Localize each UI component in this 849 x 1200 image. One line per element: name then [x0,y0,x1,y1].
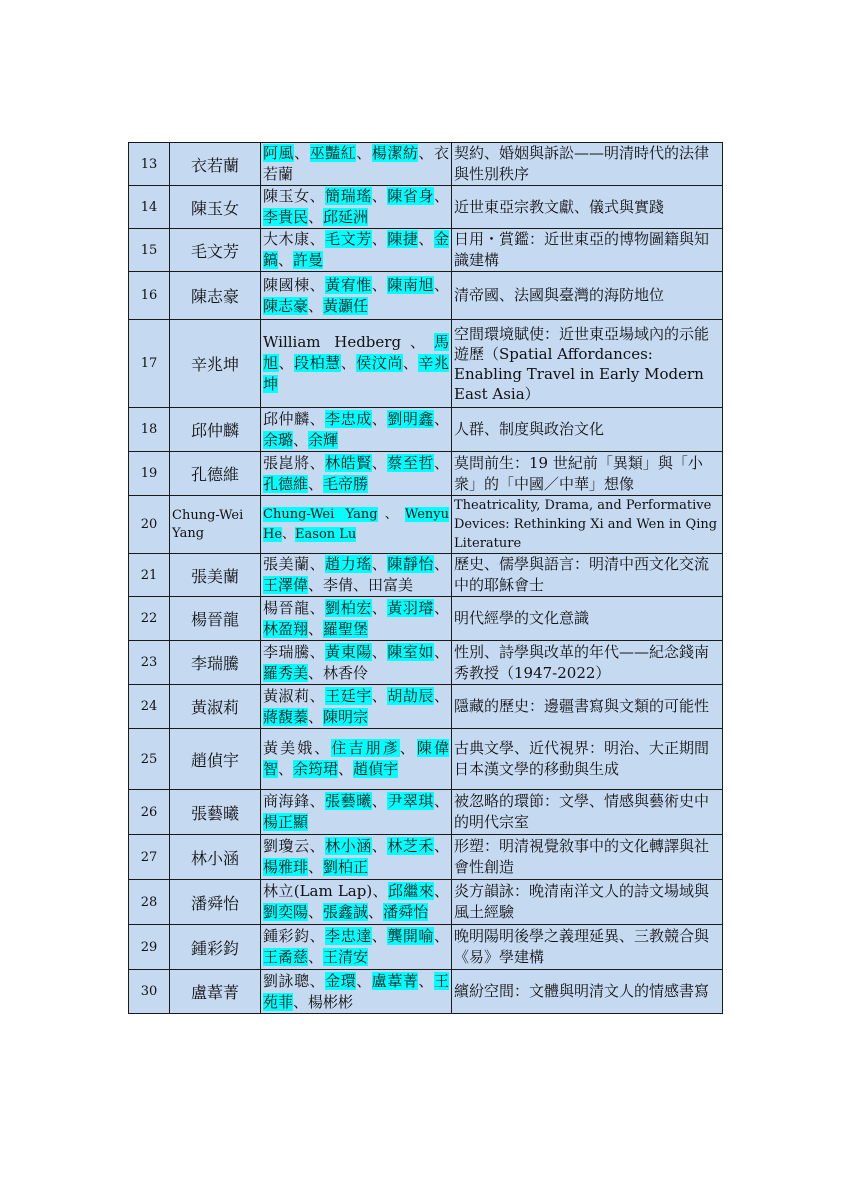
table-row [129,685,723,729]
panel-members [261,597,452,641]
member-name-highlighted: 金環 [325,971,357,990]
member-text: 、 [433,275,449,294]
panel-members [261,641,452,685]
panel-topic: 炎方韻詠：晚清南洋文人的詩文場域與風土經驗 [452,880,723,925]
table-row [129,970,723,1014]
member-text: 楊晉龍、 [263,598,326,617]
table-row [129,880,723,925]
panel-number: 13 [129,143,170,186]
member-name-highlighted: 金鎬 [263,230,449,269]
member-text: 、 [371,642,388,661]
member-text: 、楊彬彬 [293,992,354,1011]
panel-organizer: Chung-Wei Yang [170,496,261,554]
table-row [129,143,723,186]
member-name-highlighted: 陳室如 [387,642,434,661]
panel-topic: 清帝國、法國與臺灣的海防地位 [452,272,723,320]
panel-number: 21 [129,554,170,597]
member-text: 、 [433,882,449,900]
panel-number: 28 [129,880,170,925]
table-row [129,272,723,320]
member-text: 、李倩、田富美 [308,576,414,594]
member-text: 商海鋒、 [263,792,326,810]
member-name-highlighted: 馬旭 [263,333,449,372]
table-row [129,925,723,970]
member-text: 、 [433,409,449,428]
panel-topic: 晚明陽明後學之義理延異、三教競合與《易》學建構 [452,925,723,970]
member-name-highlighted: 邱延洲 [323,208,369,226]
member-name-highlighted: Wenyu He [263,506,449,542]
member-name-highlighted: Eason Lu [295,526,357,542]
member-name-highlighted: 段柏慧 [294,354,341,372]
panel-topic: 近世東亞宗教文獻、儀式與實踐 [452,186,723,229]
panel-organizer: 陳玉女 [170,186,261,229]
panel-number: 17 [129,320,170,408]
member-text: 、 [294,144,310,162]
panel-topic: 繽紛空間：文體與明清文人的情感書寫 [452,970,723,1014]
member-text: 、 [308,296,324,315]
member-text: 、林香伶 [308,663,369,682]
member-name-highlighted: 劉明鑫 [387,409,434,428]
member-text: 陳國棟、 [263,275,326,294]
panel-members [261,970,452,1014]
member-text: 、 [338,760,354,778]
member-name-highlighted: 侯汶尚 [356,354,403,372]
member-name-highlighted: 簡瑞瑤 [325,187,372,205]
member-text: 、 [433,598,449,617]
table-row [129,641,723,685]
panel-topic: 人群、制度與政治文化 [452,408,723,452]
member-text: 、 [371,275,388,294]
panel-number: 27 [129,835,170,880]
member-name-highlighted: 李忠成 [325,409,372,428]
member-name-highlighted: 林芝禾 [387,837,434,855]
member-name-highlighted: 林小涵 [325,837,372,855]
panel-members [261,554,452,597]
panel-topic: 莫問前生：19 世紀前「異類」與「小衆」的「中國／中華」想像 [452,452,723,496]
member-name-highlighted: 黃灝任 [323,296,369,315]
member-name-highlighted: 陳志豪 [263,296,309,315]
panel-table-body [129,143,723,1014]
panel-topic: 空間環境賦使：近世東亞場域內的示能遊歷（Spatial Affordances: Enabling Travel in Early Modern East Asia） [452,320,723,408]
member-text: 、 [308,707,324,726]
member-name-highlighted: 邱繼來 [387,882,434,900]
member-name-highlighted: 楊潔紡 [371,144,419,162]
member-name-highlighted: 許曼 [293,251,324,269]
member-name-highlighted: 尹翠琪 [387,792,434,810]
member-text: 、 [278,760,294,778]
table-row [129,408,723,452]
member-text: 、 [418,971,434,990]
member-text: 、衣若蘭 [263,144,449,183]
panel-members [261,186,452,229]
member-name-highlighted: 余筠珺 [293,760,339,778]
panel-number: 20 [129,496,170,554]
panel-organizer: 楊晉龍 [170,597,261,641]
member-text: 鍾彩鈞、 [263,927,326,945]
member-text: 、 [308,858,324,876]
panel-members [261,143,452,186]
member-text: 、 [371,409,388,428]
member-text: 、 [282,526,296,542]
member-name-highlighted: 余璐 [263,430,294,449]
panel-members [261,685,452,729]
panel-organizer: 張藝曦 [170,790,261,835]
member-text: 、 [371,686,388,705]
member-text: 、 [433,927,449,945]
member-name-highlighted: 孔德維 [263,474,309,493]
member-text: 、 [371,927,388,945]
panel-topic: 古典文學、近代視界：明治、大正期間日本漢文學的移動與生成 [452,729,723,790]
table-row [129,186,723,229]
member-name-highlighted: 盧葦菁 [371,971,419,990]
member-name-highlighted: Chung-Wei Yang [263,506,378,522]
member-text: 、 [433,837,449,855]
table-row [129,790,723,835]
member-name-highlighted: 張藝曦 [325,792,372,810]
member-name-highlighted: 張鑫誠 [323,903,369,921]
panel-number: 30 [129,970,170,1014]
member-name-highlighted: 李貴民 [263,208,309,226]
member-text: 、 [371,837,388,855]
member-text: 、 [377,506,405,522]
panel-topic: 明代經學的文化意識 [452,597,723,641]
member-text: 張崑將、 [263,453,326,472]
member-text: 、 [308,948,324,966]
member-name-highlighted: 陳偉智 [263,739,449,778]
member-text: 、 [371,230,388,248]
table-row [129,729,723,790]
panel-members [261,925,452,970]
panel-number: 25 [129,729,170,790]
member-text: 、 [308,903,324,921]
table-row [129,229,723,272]
panel-organizer: 李瑞騰 [170,641,261,685]
member-name-highlighted: 林盈翔 [263,619,309,638]
member-text: 劉瓊云、 [263,837,326,855]
panel-topic: 被忽略的環節：文學、情感與藝術史中的明代宗室 [452,790,723,835]
panel-organizer: 陳志豪 [170,272,261,320]
member-text: 、 [433,792,449,810]
panel-number: 18 [129,408,170,452]
table-row [129,597,723,641]
panel-number: 26 [129,790,170,835]
member-text: 、 [418,230,434,248]
member-text: 黃淑莉、 [263,686,326,705]
panel-members [261,835,452,880]
table-row [129,835,723,880]
panel-number: 14 [129,186,170,229]
member-text: 、 [371,555,388,573]
member-text: 、 [371,792,388,810]
member-name-highlighted: 趙力瑤 [325,555,372,573]
panel-organizer: 辛兆坤 [170,320,261,408]
panel-organizer: 潘舜怡 [170,880,261,925]
member-name-highlighted: 潘舜怡 [383,903,429,921]
panel-members [261,229,452,272]
panel-members [261,272,452,320]
member-text: 林立(Lam Lap)、 [263,882,388,900]
member-name-highlighted: 黃羽璿 [387,598,434,617]
member-text: 、 [356,144,372,162]
member-name-highlighted: 黃宥惟 [325,275,372,294]
panel-number: 22 [129,597,170,641]
member-text: William Hedberg、 [263,333,434,351]
panel-topic: 性別、詩學與改革的年代——紀念錢南秀教授（1947-2022） [452,641,723,685]
panel-members [261,408,452,452]
table-row [129,320,723,408]
panel-organizer: 黃淑莉 [170,685,261,729]
panel-topic: Theatricality, Drama, and Performative Devices: Rethinking Xi and Wen in Qing Literature [452,496,723,554]
member-text: 、 [371,598,388,617]
panel-organizer: 鍾彩鈞 [170,925,261,970]
member-text: 邱仲麟、 [263,409,326,428]
member-text: 、 [433,686,449,705]
panel-topic: 歷史、儒學與語言：明清中西文化交流中的耶穌會士 [452,554,723,597]
panel-members [261,452,452,496]
member-name-highlighted: 王矞慈 [263,948,309,966]
member-name-highlighted: 劉柏正 [323,858,369,876]
member-name-highlighted: 蔣馥蓁 [263,707,309,726]
table-row [129,496,723,554]
member-text: 、 [356,971,372,990]
member-name-highlighted: 王清安 [323,948,369,966]
member-text: 、 [278,354,295,372]
member-text: 、 [371,453,388,472]
member-name-highlighted: 辛兆坤 [263,354,449,393]
member-text: 、 [371,187,388,205]
member-name-highlighted: 毛帝勝 [323,474,369,493]
member-name-highlighted: 劉柏宏 [325,598,372,617]
member-name-highlighted: 劉奕陽 [263,903,309,921]
panel-members [261,320,452,408]
member-name-highlighted: 蔡至哲 [387,453,434,472]
panel-organizer: 盧葦菁 [170,970,261,1014]
member-name-highlighted: 胡劼辰 [387,686,434,705]
panel-members [261,496,452,554]
member-name-highlighted: 楊雅琲 [263,858,309,876]
panel-number: 15 [129,229,170,272]
member-text: 、 [278,251,294,269]
member-text: 黃美娥、 [263,739,332,757]
member-text: 、 [433,555,449,573]
member-text: 大木康、 [263,230,326,248]
member-text: 、 [308,208,324,226]
member-text: 劉詠聰、 [263,971,326,990]
panel-members [261,729,452,790]
member-name-highlighted: 陳南旭 [387,275,434,294]
panel-topic: 形塑：明清視覺敘事中的文化轉譯與社會性創造 [452,835,723,880]
member-name-highlighted: 巫豔紅 [309,144,357,162]
member-name-highlighted: 李忠達 [325,927,372,945]
member-name-highlighted: 龔開喻 [387,927,434,945]
panel-organizer: 趙偵宇 [170,729,261,790]
panel-topic: 隱藏的歷史：邊疆書寫與文類的可能性 [452,685,723,729]
member-name-highlighted: 王廷宇 [325,686,372,705]
member-name-highlighted: 王苑菲 [263,971,449,1011]
member-text: 、 [308,474,324,493]
member-name-highlighted: 黃東陽 [325,642,372,661]
member-name-highlighted: 羅聖堡 [323,619,369,638]
panel-topic: 契約、婚姻與訴訟——明清時代的法律與性別秩序 [452,143,723,186]
member-name-highlighted: 楊正顯 [263,813,309,831]
member-text: 李瑞騰、 [263,642,326,661]
member-name-highlighted: 阿風 [263,144,295,162]
member-text: 、 [433,453,449,472]
panel-number: 24 [129,685,170,729]
member-text: 、 [433,642,449,661]
table-row [129,452,723,496]
panel-number: 19 [129,452,170,496]
member-text: 、 [293,430,309,449]
panel-organizer: 毛文芳 [170,229,261,272]
panel-organizer: 衣若蘭 [170,143,261,186]
panel-members [261,880,452,925]
member-text: 、 [433,187,449,205]
member-text: 、 [402,354,419,372]
member-name-highlighted: 陳省身 [387,187,434,205]
member-name-highlighted: 林皓賢 [325,453,372,472]
member-name-highlighted: 羅秀美 [263,663,309,682]
member-name-highlighted: 陳捷 [387,230,419,248]
member-text: 陳玉女、 [263,187,326,205]
panel-organizer: 張美蘭 [170,554,261,597]
panel-organizer: 邱仲麟 [170,408,261,452]
panel-topic: 日用・賞鑑：近世東亞的博物圖籍與知識建構 [452,229,723,272]
member-name-highlighted: 毛文芳 [325,230,372,248]
member-text: 、 [340,354,357,372]
member-text: 張美蘭、 [263,555,326,573]
panel-organizer: 林小涵 [170,835,261,880]
panel-table [128,142,723,1014]
panel-number: 29 [129,925,170,970]
member-name-highlighted: 住吉朋彥 [331,739,400,757]
member-name-highlighted: 陳靜怡 [387,555,434,573]
panel-members [261,790,452,835]
panel-number: 16 [129,272,170,320]
panel-number: 23 [129,641,170,685]
member-text: 、 [399,739,417,757]
table-row [129,554,723,597]
member-name-highlighted: 陳明宗 [323,707,369,726]
panel-organizer: 孔德維 [170,452,261,496]
member-name-highlighted: 趙偵宇 [353,760,399,778]
member-text: 、 [308,619,324,638]
member-name-highlighted: 余輝 [308,430,339,449]
member-text: 、 [368,903,384,921]
member-name-highlighted: 王澤偉 [263,576,309,594]
